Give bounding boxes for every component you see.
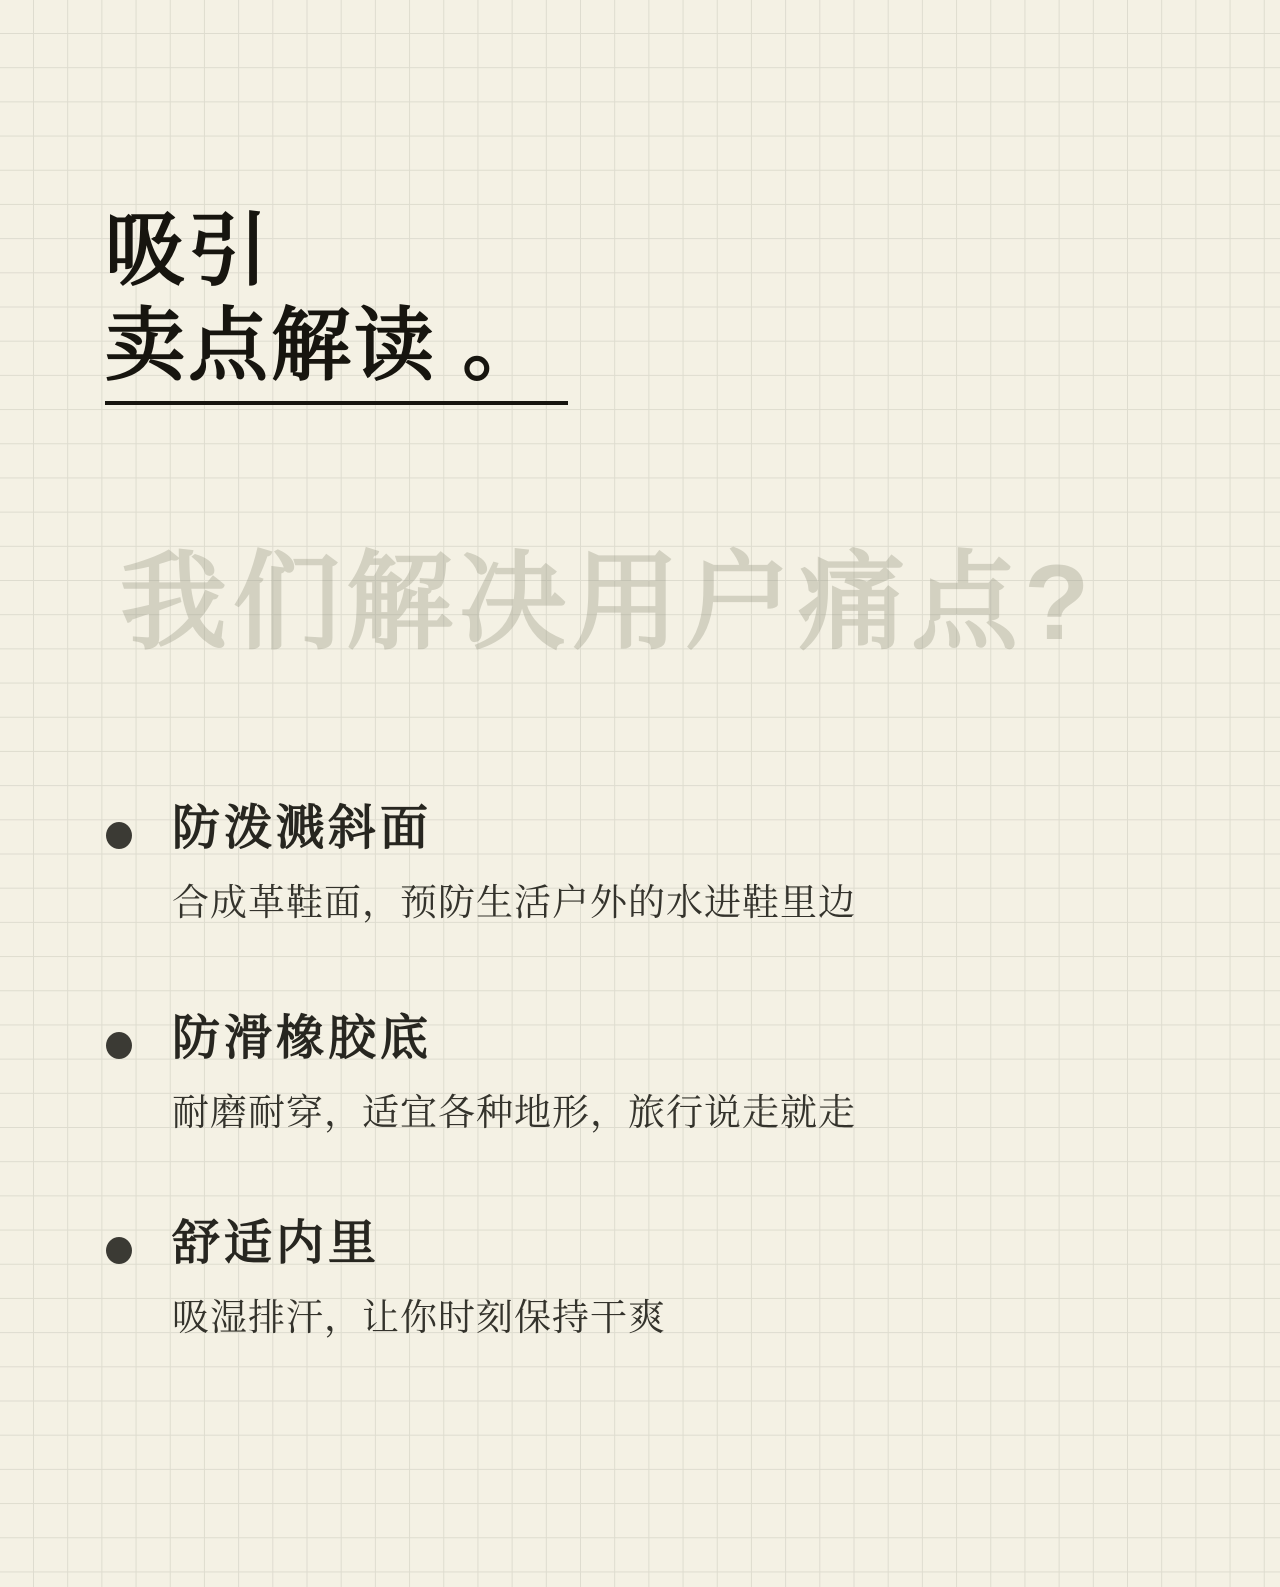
page-title xyxy=(105,203,545,393)
selling-point-heading: 防泼溅斜面 xyxy=(172,802,433,855)
selling-point-heading: 舒适内里 xyxy=(172,1217,381,1270)
watermark-question: 我们解决用户痛点? xyxy=(120,542,1096,662)
bullet-dot-icon xyxy=(106,1237,132,1264)
selling-point-item xyxy=(0,800,1280,925)
bullet-dot-icon xyxy=(106,822,132,849)
page-title-line2: 卖点解读 。 xyxy=(105,301,546,390)
title-underline-rule xyxy=(105,401,568,405)
selling-point-item xyxy=(0,1215,1280,1340)
selling-point-heading: 防滑橡胶底 xyxy=(172,1012,433,1065)
selling-point-description: 合成革鞋面，预防生活户外的水进鞋里边 xyxy=(172,882,856,923)
bullet-dot-icon xyxy=(106,1032,132,1059)
selling-point-description: 耐磨耐穿，适宜各种地形，旅行说走就走 xyxy=(172,1092,856,1133)
selling-point-description: 吸湿排汗，让你时刻保持干爽 xyxy=(172,1297,666,1338)
page-title-line1: 吸引 xyxy=(105,206,271,295)
selling-point-item xyxy=(0,1010,1280,1135)
